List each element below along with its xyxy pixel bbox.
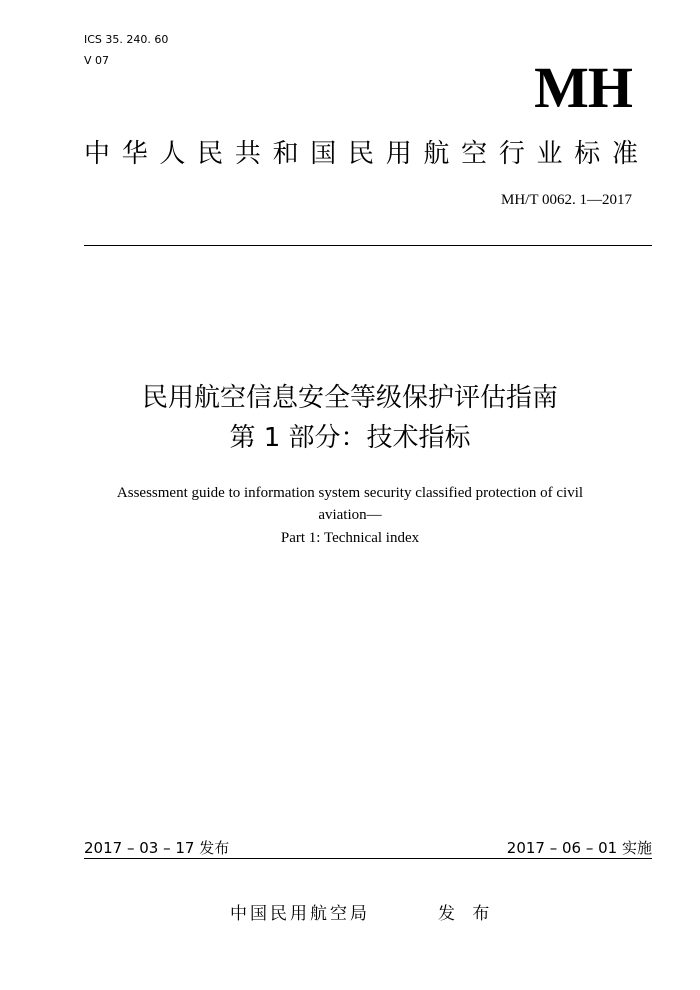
header-divider	[84, 245, 652, 246]
ics-code: ICS 35. 240. 60	[84, 33, 169, 46]
title-english-line-1: Assessment guide to information system security classified protection of civil	[116, 485, 584, 501]
footer-divider	[84, 858, 652, 859]
title-chinese-line-1: 民用航空信息安全等级保护评估指南	[141, 383, 558, 413]
classification-code: V 07	[84, 54, 110, 67]
title-english-line-2: aviation—	[318, 507, 382, 523]
title-english-line-3: Part 1: Technical index	[280, 530, 420, 546]
publish-label: 发 布	[438, 904, 496, 924]
standard-number: MH/T 0062. 1—2017	[501, 192, 632, 208]
publisher-name: 中国民用航空局	[230, 904, 370, 924]
issue-date: 2017 – 03 – 17 发布	[84, 839, 230, 857]
standard-type-heading: 中华人民共和国民用航空行业标准	[84, 139, 640, 169]
implementation-date: 2017 – 06 – 01 实施	[506, 839, 652, 857]
mh-logo: MH	[534, 55, 632, 120]
title-chinese-line-2: 第 1 部分：技术指标	[229, 423, 471, 453]
